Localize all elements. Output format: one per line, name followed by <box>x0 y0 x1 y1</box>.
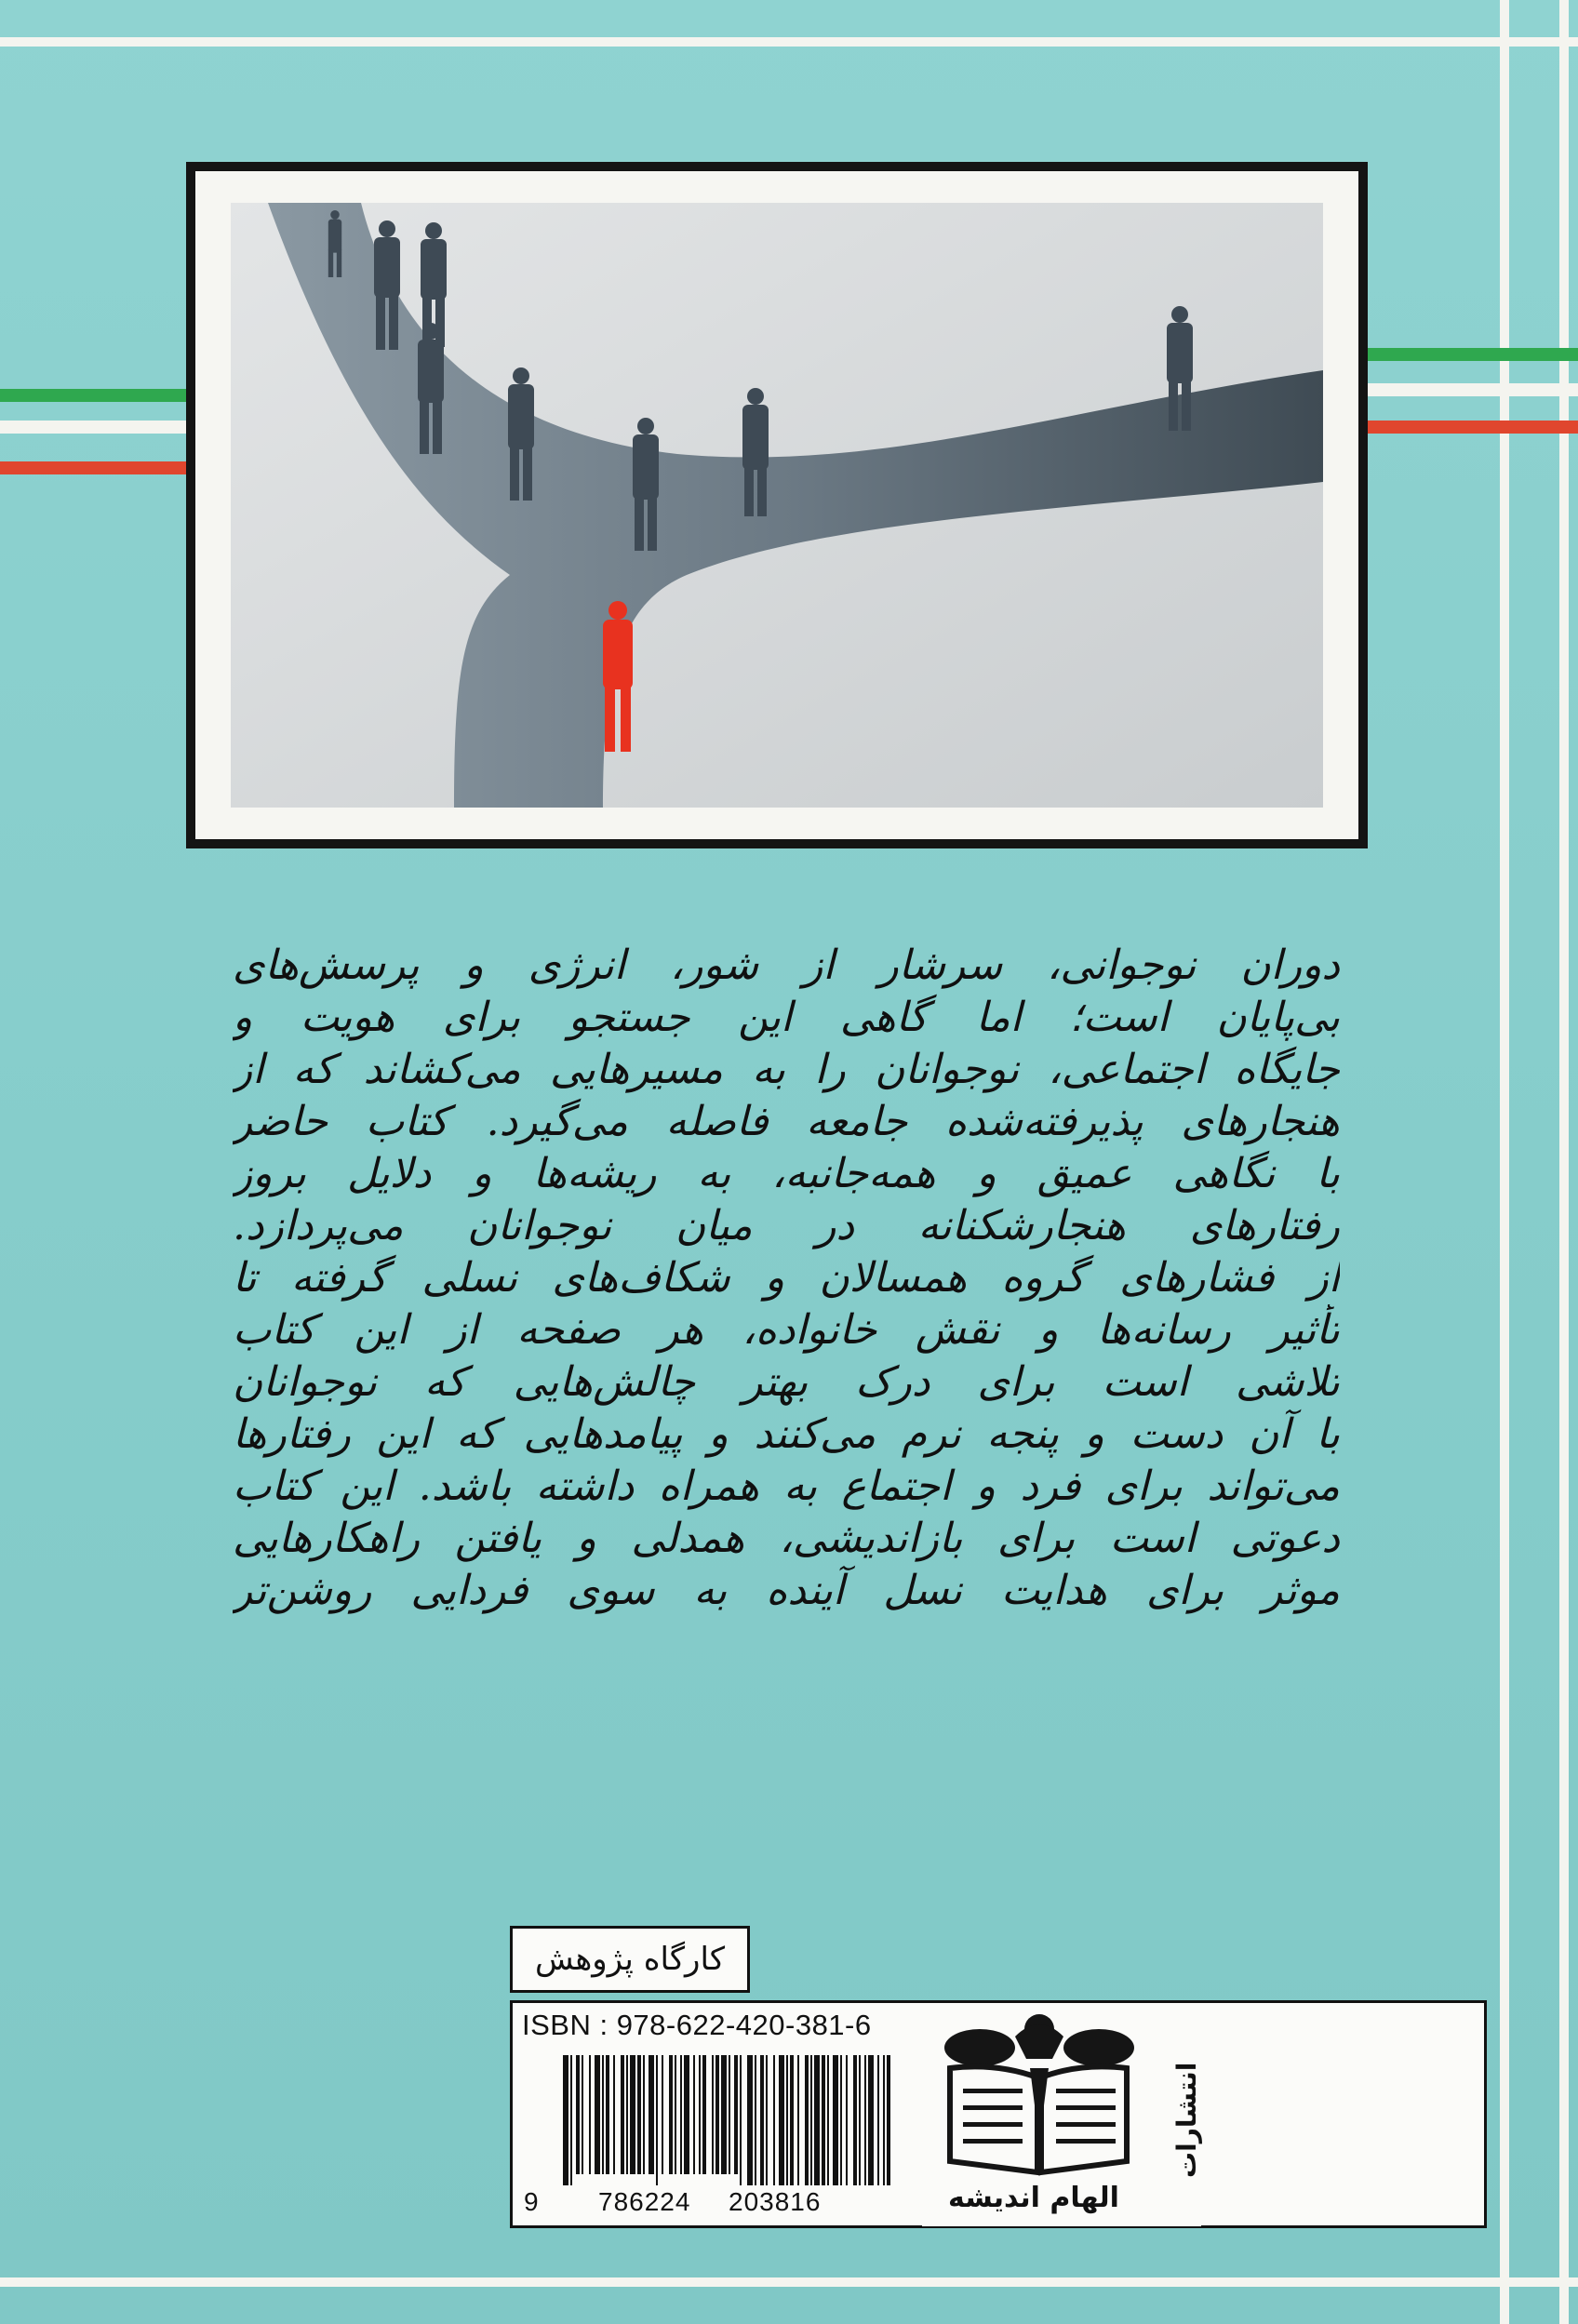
isbn-text: ISBN : 978-622-420-381-6 <box>522 2009 872 2041</box>
top-frame-line <box>0 37 1578 47</box>
barcode-bar <box>693 2055 695 2174</box>
flag-stripe-green-left <box>0 389 186 402</box>
flag-stripe-red-left <box>0 461 186 474</box>
barcode-bar <box>715 2055 719 2174</box>
barcode-bar <box>827 2055 829 2185</box>
barcode-digit-lead: 9 <box>524 2187 539 2216</box>
barcode-bar <box>702 2055 706 2174</box>
barcode-bar <box>621 2055 624 2174</box>
barcode-bar <box>814 2055 820 2185</box>
barcode-bar <box>877 2055 879 2185</box>
barcode-bar <box>786 2055 788 2185</box>
blurb-line: بی‌پایان است؛ اما گاهی این جستجو برای هویت و <box>233 994 1340 1041</box>
barcode-bar <box>859 2055 861 2185</box>
book-pen-logo-icon <box>922 2003 1155 2180</box>
illustration-frame <box>186 162 1368 848</box>
barcode-panel <box>510 2000 1487 2228</box>
barcode-bar <box>740 2055 742 2185</box>
barcode-bar <box>734 2055 738 2174</box>
barcode-bar <box>729 2055 730 2174</box>
barcode-bar <box>563 2055 568 2185</box>
barcode-bar <box>669 2055 673 2174</box>
bottom-frame-line <box>0 2277 1578 2287</box>
barcode-bar <box>810 2055 812 2185</box>
blurb-line: با نگاهی عمیق و همه‌جانبه، به ریشه‌ها و دلایل بروز <box>233 1150 1340 1197</box>
barcode-bar <box>595 2055 600 2174</box>
publisher-side-label: انتشارات <box>1171 2062 1202 2179</box>
blurb-line: دوران نوجوانی، سرشار از شور، انرژی و پرسش‌های <box>233 942 1340 989</box>
series-label: کارگاه پژوهش <box>510 1926 750 1993</box>
barcode-bar <box>699 2055 701 2174</box>
blurb-line: دعوتی است برای بازاندیشی، همدلی و یافتن راهکارهایی <box>233 1515 1340 1562</box>
barcode-bar <box>846 2055 848 2185</box>
blurb-line: تأثیر رسانه‌ها و نقش خانواده، هر صفحه از این کتاب <box>233 1306 1340 1354</box>
blurb-line: جایگاه اجتماعی، نوجوانان را به مسیرهایی می‌کشاند که از <box>233 1046 1340 1093</box>
barcode-bar <box>833 2055 838 2185</box>
blurb-line: می‌تواند برای فرد و اجتماع به همراه داشته باشد. این کتاب <box>233 1463 1340 1510</box>
barcode-bar <box>840 2055 842 2185</box>
barcode-digit-group-2: 203816 <box>729 2187 822 2216</box>
barcode-bar <box>680 2055 682 2174</box>
blurb-line: از فشارهای گروه همسالان و شکاف‌های نسلی گرفته تا <box>233 1254 1340 1302</box>
barcode-bar <box>613 2055 615 2174</box>
blurb-line: تلاشی است برای درک بهتر چالش‌هایی که نوجوانان <box>233 1358 1340 1406</box>
barcode-bar <box>602 2055 604 2174</box>
barcode-bar <box>576 2055 580 2174</box>
barcode-digit-group-1: 786224 <box>598 2187 691 2216</box>
flag-stripe-green-right <box>1368 348 1578 361</box>
barcode-bar <box>606 2055 609 2174</box>
barcode-icon <box>563 2055 898 2185</box>
barcode-bar <box>747 2055 753 2185</box>
barcode-bar <box>675 2055 676 2174</box>
blurb-line: هنجارهای پذیرفته‌شده جامعه فاصله می‌گیرد. کتاب حاضر <box>233 1098 1340 1145</box>
barcode-bar <box>643 2055 645 2174</box>
barcode-bar <box>790 2055 794 2185</box>
barcode-bar <box>773 2055 775 2185</box>
barcode-bar <box>853 2055 857 2185</box>
barcode-bar <box>766 2055 768 2185</box>
barcode-bar <box>649 2055 654 2174</box>
barcode-bar <box>684 2055 689 2174</box>
publisher-name: الهام اندیشه <box>948 2182 1119 2214</box>
barcode-bar <box>868 2055 874 2185</box>
barcode-bar <box>864 2055 866 2185</box>
barcode-bar <box>822 2055 825 2185</box>
barcode-bar <box>883 2055 885 2185</box>
barcode-bar <box>662 2055 663 2174</box>
barcode-bar <box>805 2055 809 2185</box>
flag-stripe-white-left <box>0 421 186 434</box>
illustration <box>231 203 1323 808</box>
barcode-bar <box>656 2055 658 2185</box>
barcode-bar <box>637 2055 641 2174</box>
barcode-bar <box>589 2055 591 2174</box>
barcode-bar <box>755 2055 756 2185</box>
back-cover-blurb <box>233 940 1340 1870</box>
barcode-bar <box>630 2055 635 2174</box>
barcode-bar <box>797 2055 799 2185</box>
flag-stripe-white-right <box>1368 383 1578 396</box>
barcode-bar <box>712 2055 714 2174</box>
barcode-bar <box>582 2055 583 2174</box>
publisher-logo <box>922 2003 1201 2226</box>
barcode-bar <box>626 2055 628 2174</box>
barcode-bar <box>887 2055 890 2185</box>
blurb-line: موثر برای هدایت نسل آینده به سوی فردایی روشن‌تر <box>233 1567 1340 1614</box>
barcode-bar <box>570 2055 572 2185</box>
flag-stripe-red-right <box>1368 421 1578 434</box>
barcode-bar <box>721 2055 727 2174</box>
road-fork-icon <box>231 203 1323 808</box>
blurb-line: با آن دست و پنجه نرم می‌کنند و پیامدهایی که این رفتارها <box>233 1410 1340 1458</box>
barcode-bar <box>760 2055 764 2185</box>
barcode-bar <box>779 2055 784 2185</box>
blurb-line: رفتارهای هنجارشکنانه در میان نوجوانان می‌پردازد. <box>233 1202 1340 1249</box>
